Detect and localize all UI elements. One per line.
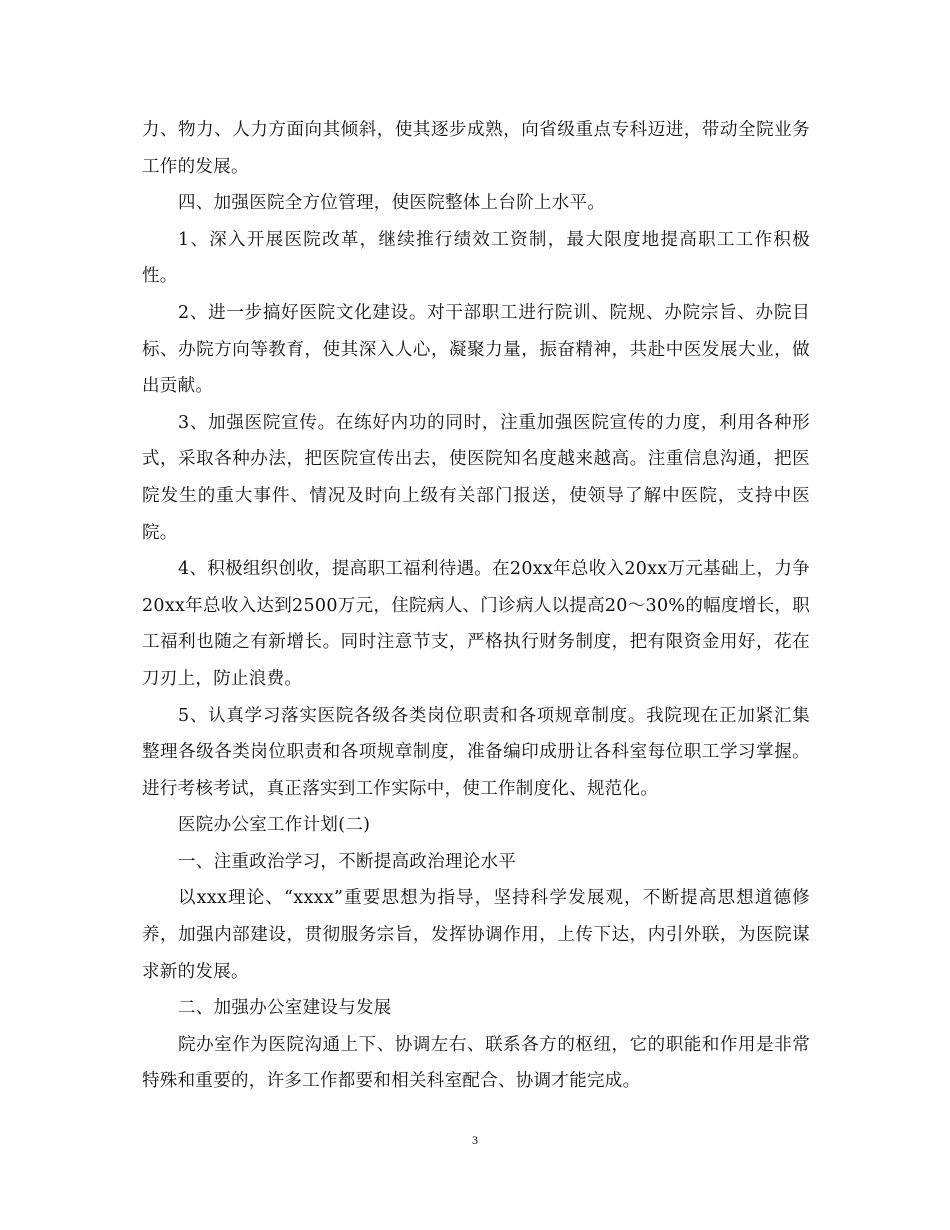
paragraph-item-2: 2、进一步搞好医院文化建设。对干部职工进行院训、院规、办院宗旨、办院目标、办院方向等教育，使其深入人心，凝聚力量，振奋精神，共赴中医发展大业，做出贡献。 — [142, 302, 810, 397]
section-heading-2: 二、加强办公室建设与发展 — [178, 998, 392, 1019]
plan-title: 医院办公室工作计划(二) — [178, 815, 371, 836]
paragraph-continuation: 力、物力、人力方面向其倾斜，使其逐步成熟，向省级重点专科迈进，带动全院业务工作的发展。 — [142, 120, 810, 177]
section-heading-4: 四、加强医院全方位管理，使医院整体上台阶上水平。 — [178, 193, 606, 214]
paragraph-item-3: 3、加强医院宣传。在练好内功的同时，注重加强医院宣传的力度，利用各种形式，采取各种办法，把医院宣传出去，使医院知名度越来越高。注重信息沟通，把医院发生的重大事件、情况及时向上级有关部门报送，使领导了解中医院，支持中医院。 — [142, 412, 810, 543]
paragraph-political-study: 以xxx理论、“xxxx”重要思想为指导，坚持科学发展观，不断提高思想道德修养，加强内部建设，贯彻服务宗旨，发挥协调作用，上传下达，内引外联，为医院谋求新的发展。 — [142, 888, 810, 982]
document-body — [142, 112, 810, 1100]
section-heading-1: 一、注重政治学习，不断提高政治理论水平 — [178, 851, 517, 872]
paragraph-item-4: 4、积极组织创收，提高职工福利待遇。在20xx年总收入20xx万元基础上，力争20xx年总收入达到2500万元，住院病人、门诊病人以提高20～30%的幅度增长，职工福利也随之有新增长。同时注意节支，严格执行财务制度，把有限资金用好，花在刀刃上，防止浪费。 — [142, 559, 810, 689]
paragraph-office-role: 院办室作为医院沟通上下、协调左右、联系各方的枢纽，它的职能和作用是非常特殊和重要的，许多工作都要和相关科室配合、协调才能完成。 — [142, 1034, 810, 1092]
paragraph-item-1: 1、深入开展医院改革，继续推行绩效工资制，最大限度地提高职工工作积极性。 — [142, 229, 810, 287]
page-number: 3 — [472, 1133, 478, 1147]
paragraph-item-5: 5、认真学习落实医院各级各类岗位职责和各项规章制度。我院现在正加紧汇集整理各级各类岗位职责和各项规章制度，准备编印成册让各科室每位职工学习掌握。进行考核考试，真正落实到工作实际中，使工作制度化、规范化。 — [142, 705, 810, 799]
